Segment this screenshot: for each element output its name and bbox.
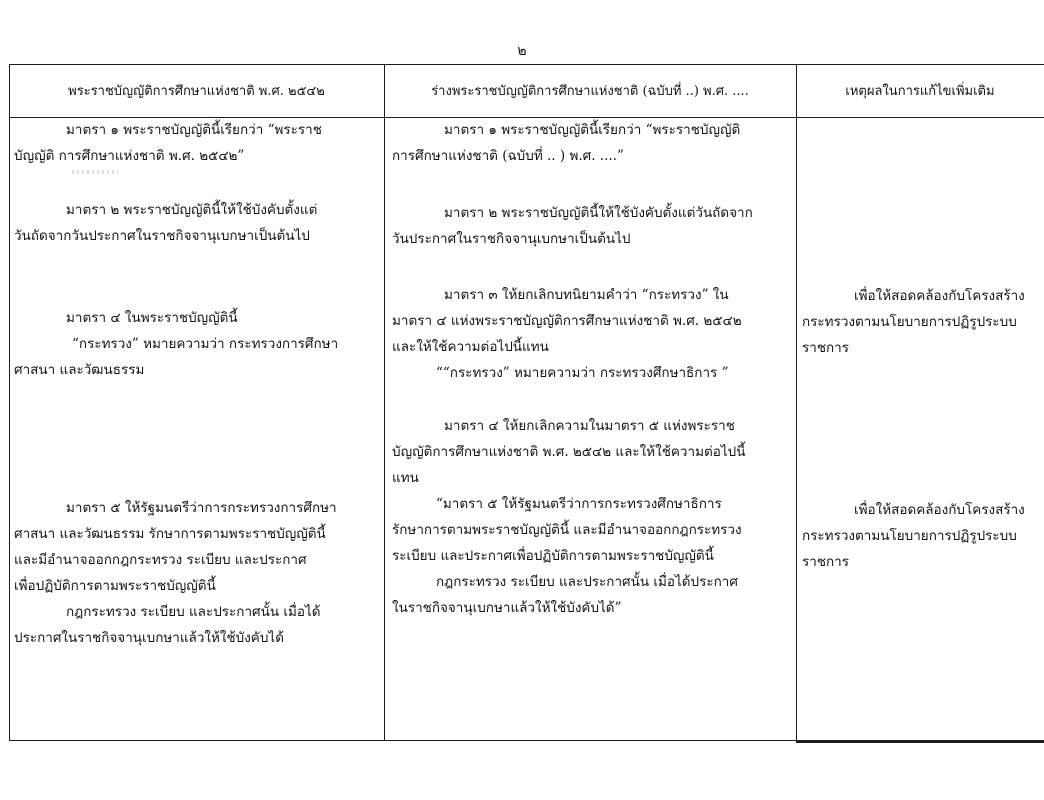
column-divider-1 (384, 64, 385, 741)
reason-2 (802, 497, 1025, 575)
text-line: กฎกระทรวง ระเบียบ และประกาศนั้น เมื่อได้ (66, 604, 321, 620)
text-line: มาตรา ๑ พระราชบัญญัตินี้เรียกว่า “พระราช (66, 122, 322, 138)
text-line: รักษาการตามพระราชบัญญัตินี้ และมีอำนาจออกกฎกระทรวง (392, 522, 742, 538)
text-line: ““กระทรวง” หมายความว่า กระทรวงศึกษาธิการ ” (436, 365, 729, 381)
text-line: บัญญัติ การศึกษาแห่งชาติ พ.ศ. ๒๕๔๒” (14, 148, 245, 164)
text-line: มาตรา ๔ ให้ยกเลิกความในมาตรา ๕ แห่งพระราช (444, 418, 735, 434)
text-line: กระทรวงตามนโยบายการปฏิรูประบบ (802, 314, 1017, 330)
text-line: มาตรา ๒ พระราชบัญญัตินี้ให้ใช้บังคับตั้งแต่ (66, 202, 318, 218)
text-line: บัญญัติการศึกษาแห่งชาติ พ.ศ. ๒๕๔๒ และให้ใช้ความต่อไปนี้ (392, 444, 746, 460)
header-draft-act: ร่างพระราชบัญญัติการศึกษาแห่งชาติ (ฉบับที่ ..) พ.ศ. .... (431, 84, 749, 99)
text-line: กฎกระทรวง ระเบียบ และประกาศนั้น เมื่อได้ประกาศ (436, 574, 738, 590)
scan-speck (72, 170, 118, 174)
current-section-5 (14, 495, 337, 651)
table-bottom-rule (796, 741, 1044, 743)
text-line: วันถัดจากวันประกาศในราชกิจจานุเบกษาเป็นต้นไป (14, 228, 310, 244)
text-line: แทน (392, 470, 419, 486)
column-divider-2 (796, 64, 797, 741)
text-line: “มาตรา ๕ ให้รัฐมนตรีว่าการกระทรวงศึกษาธิการ (436, 496, 722, 512)
text-line: “กระทรวง” หมายความว่า กระทรวงการศึกษา (72, 336, 339, 352)
text-line: และให้ใช้ความต่อไปนี้แทน (392, 339, 549, 355)
text-line: มาตรา ๕ ให้รัฐมนตรีว่าการกระทรวงการศึกษา (66, 500, 337, 516)
text-line: มาตรา ๔ ในพระราชบัญญัตินี้ (66, 310, 238, 326)
header-reasons: เหตุผลในการแก้ไขเพิ่มเติม (845, 84, 995, 99)
text-line: มาตรา ๔ แห่งพระราชบัญญัติการศึกษาแห่งชาติ พ.ศ. ๒๕๔๒ (392, 313, 742, 329)
current-section-2 (14, 197, 317, 249)
text-line: ศาสนา และวัฒนธรรม (14, 362, 145, 378)
text-line: การศึกษาแห่งชาติ (ฉบับที่ .. ) พ.ศ. ....” (392, 148, 624, 164)
current-section-1 (14, 117, 322, 169)
draft-section-1 (392, 117, 740, 169)
text-line: เพื่อให้สอดคล้องกับโครงสร้าง (854, 502, 1025, 518)
text-line: ระเบียบ และประกาศเพื่อปฏิบัติการตามพระราชบัญญัตินี้ (392, 548, 714, 564)
draft-section-4 (392, 413, 745, 621)
text-line: และมีอำนาจออกกฎกระทรวง ระเบียบ และประกาศ (14, 552, 307, 568)
text-line: เพื่อให้สอดคล้องกับโครงสร้าง (854, 288, 1025, 304)
text-line: ราชการ (802, 340, 849, 356)
current-section-4 (14, 305, 338, 383)
header-current-act: พระราชบัญญัติการศึกษาแห่งชาติ พ.ศ. ๒๕๔๒ (68, 84, 325, 99)
text-line: มาตรา ๓ ให้ยกเลิกบทนิยามคำว่า “กระทรวง” ใน (444, 287, 729, 303)
text-line: ศาสนา และวัฒนธรรม รักษาการตามพระราชบัญญัตินี้ (14, 526, 326, 542)
text-line: ราชการ (802, 554, 849, 570)
text-line: มาตรา ๒ พระราชบัญญัตินี้ให้ใช้บังคับตั้งแต่วันถัดจาก (444, 205, 753, 221)
draft-section-2 (392, 200, 753, 252)
text-line: ประกาศในราชกิจจานุเบกษาแล้วให้ใช้บังคับได้ (14, 630, 284, 646)
text-line: วันประกาศในราชกิจจานุเบกษาเป็นต้นไป (392, 231, 631, 247)
page-number: ๒ (517, 43, 527, 59)
text-line: มาตรา ๑ พระราชบัญญัตินี้เรียกว่า “พระราชบัญญัติ (444, 122, 741, 138)
reason-1 (802, 283, 1025, 361)
text-line: เพื่อปฏิบัติการตามพระราชบัญญัตินี้ (14, 578, 216, 594)
draft-section-3 (392, 282, 742, 386)
text-line: ในราชกิจจานุเบกษาแล้วให้ใช้บังคับได้” (392, 600, 622, 616)
text-line: กระทรวงตามนโยบายการปฏิรูประบบ (802, 528, 1017, 544)
